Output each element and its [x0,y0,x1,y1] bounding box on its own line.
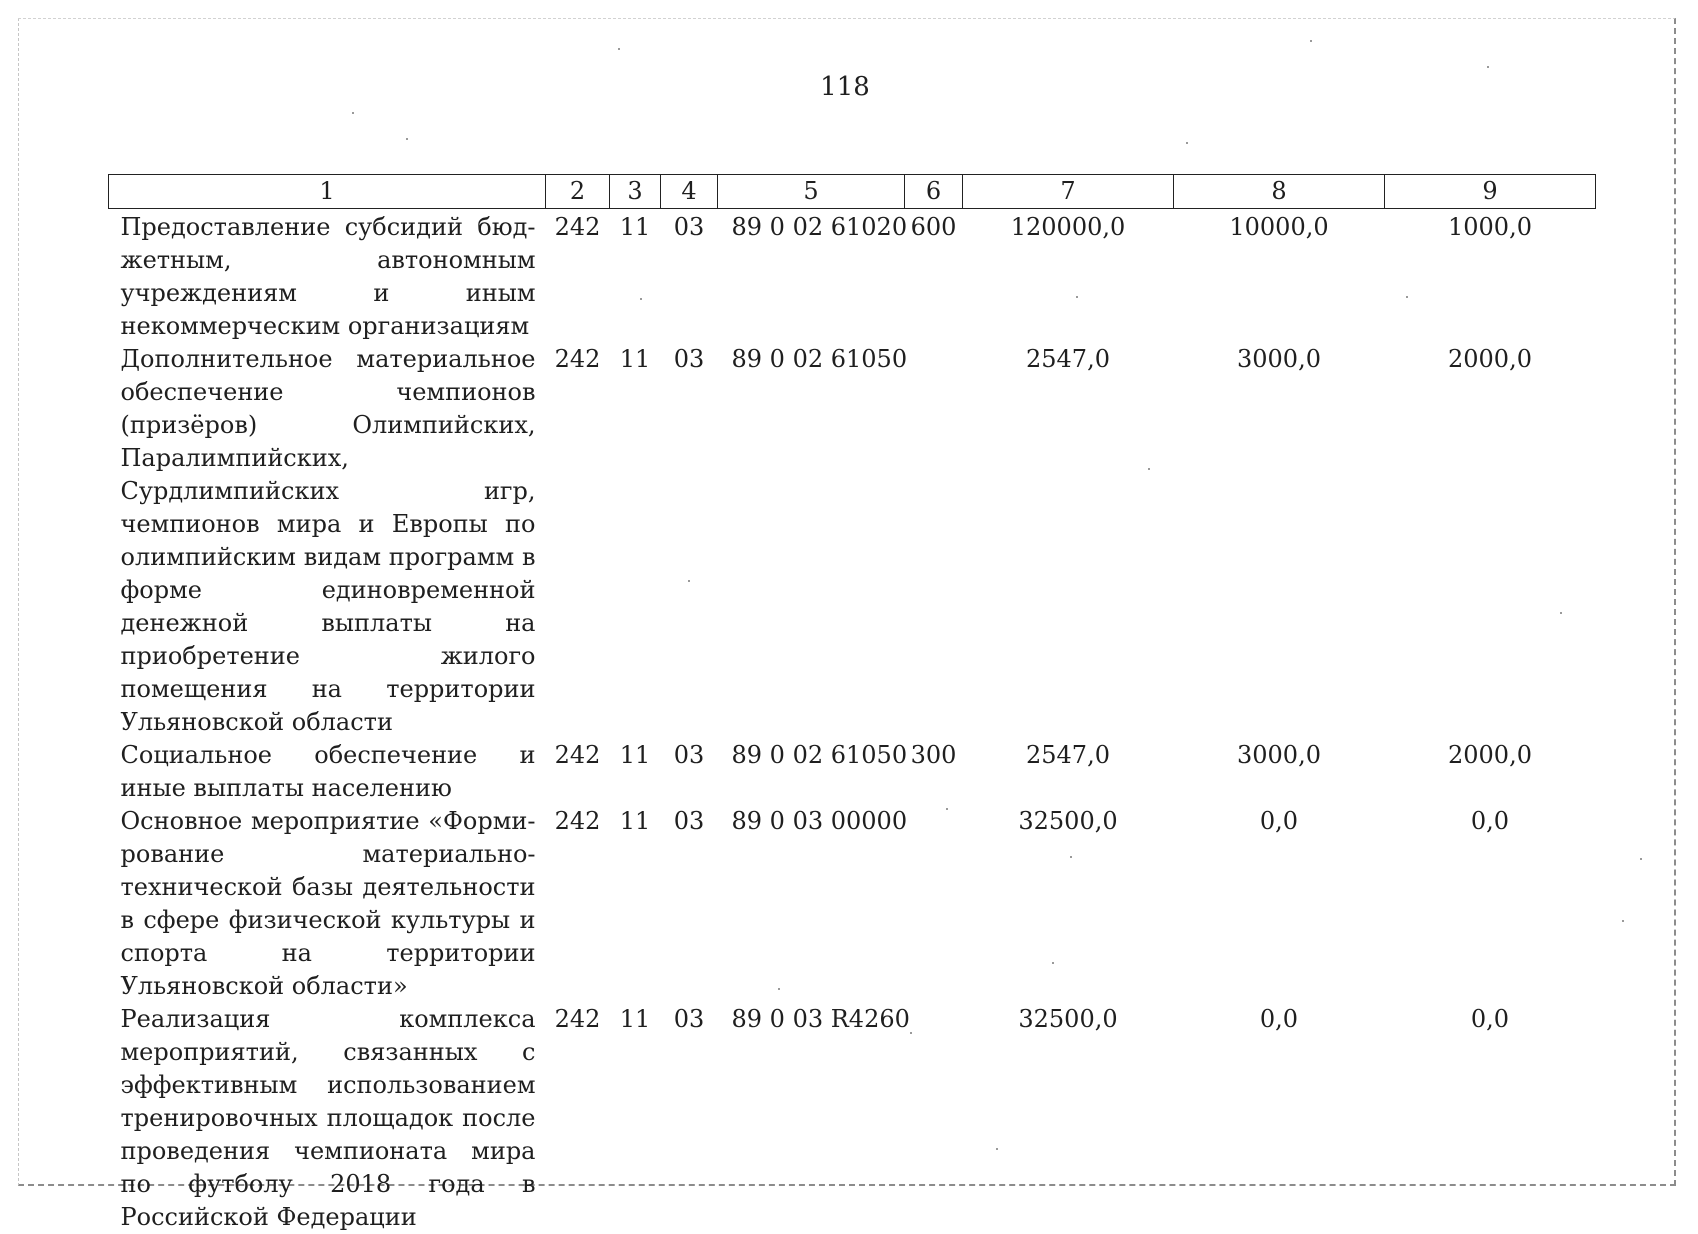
row-c6 [905,343,963,739]
row-c3: 11 [619,807,651,835]
row-c9: 2000,0 [1448,741,1532,769]
row-c6: 300 [910,741,957,769]
scan-speck [1640,858,1642,860]
row-c4: 03 [673,345,705,373]
row-c8: 0,0 [1259,807,1299,835]
scan-speck [1186,142,1188,144]
row-c5: 89 0 02 61050 [731,345,908,373]
col-header-3: 3 [610,175,661,209]
row-c5: 89 0 03 00000 [731,807,908,835]
row-c8: 3000,0 [1237,345,1321,373]
row-c7: 2547,0 [1026,345,1110,373]
col-header-9: 9 [1385,175,1596,209]
row-c6 [905,805,963,1003]
row-c8: 10000,0 [1229,213,1329,241]
col-header-2: 2 [546,175,610,209]
row-c5: 89 0 02 61050 [731,741,908,769]
table-row [109,739,1596,805]
col-header-5: 5 [718,175,905,209]
row-c2: 242 [554,807,601,835]
table-row [109,209,1596,344]
scan-speck [406,138,408,140]
col-header-7: 7 [963,175,1174,209]
row-c6 [905,1003,963,1234]
row-c8: 3000,0 [1237,741,1321,769]
scan-speck [1622,920,1624,922]
row-c2: 242 [554,1005,601,1033]
scan-speck [618,48,620,50]
row-c4: 03 [673,741,705,769]
row-c9: 1000,0 [1448,213,1532,241]
row-c7: 120000,0 [1010,213,1126,241]
col-header-4: 4 [661,175,718,209]
row-c3: 11 [619,1005,651,1033]
row-c9: 0,0 [1470,1005,1510,1033]
scan-speck [1310,40,1312,42]
row-c7: 32500,0 [1018,807,1118,835]
col-header-6: 6 [905,175,963,209]
table-row [109,343,1596,739]
col-header-8: 8 [1174,175,1385,209]
row-c2: 242 [554,741,601,769]
row-c6: 600 [910,213,957,241]
row-c5: 89 0 02 61020 [731,213,908,241]
row-name: Реализация комплекса мероприятий, связанных с эффективным использованием тренировочных площадок после проведения чемпионата мира по футболу 2018 года в Российской Федерации [120,1005,536,1231]
budget-table [108,174,1596,1234]
col-header-1: 1 [109,175,546,209]
row-c4: 03 [673,1005,705,1033]
table-row [109,1003,1596,1234]
row-name: Основное мероприятие «Формирование материально-технической базы деятельности в сфере физической культуры и спорта на территории Ульяновской области» [120,807,536,1000]
table-row [109,805,1596,1003]
row-c2: 242 [554,213,601,241]
row-c3: 11 [619,213,651,241]
row-name: Дополнительное материальное обеспечение чемпионов (призёров) Олимпийских, Паралимпийских, Сурдлимпийских игр, чемпионов мира и Европы по олимпийским видам программ в форме единовременной денежной выплаты на приобретение жилого помещения на территории Ульяновской области [120,345,536,736]
row-c4: 03 [673,807,705,835]
scan-speck [352,112,354,114]
row-name: Социальное обеспечение и иные выплаты населению [120,741,536,802]
row-c8: 0,0 [1259,1005,1299,1033]
row-c9: 0,0 [1470,807,1510,835]
row-c9: 2000,0 [1448,345,1532,373]
row-c7: 32500,0 [1018,1005,1118,1033]
column-number-row [109,175,1596,209]
row-c4: 03 [673,213,705,241]
page-number: 118 [820,72,870,102]
row-c3: 11 [619,345,651,373]
row-c3: 11 [619,741,651,769]
row-c2: 242 [554,345,601,373]
row-c5: 89 0 03 R4260 [731,1005,910,1033]
scan-speck [1487,66,1489,68]
row-c7: 2547,0 [1026,741,1110,769]
row-name: Предоставление субсидий бюджетным, автономным учреждениям и иным некоммерческим организациям [120,213,536,340]
